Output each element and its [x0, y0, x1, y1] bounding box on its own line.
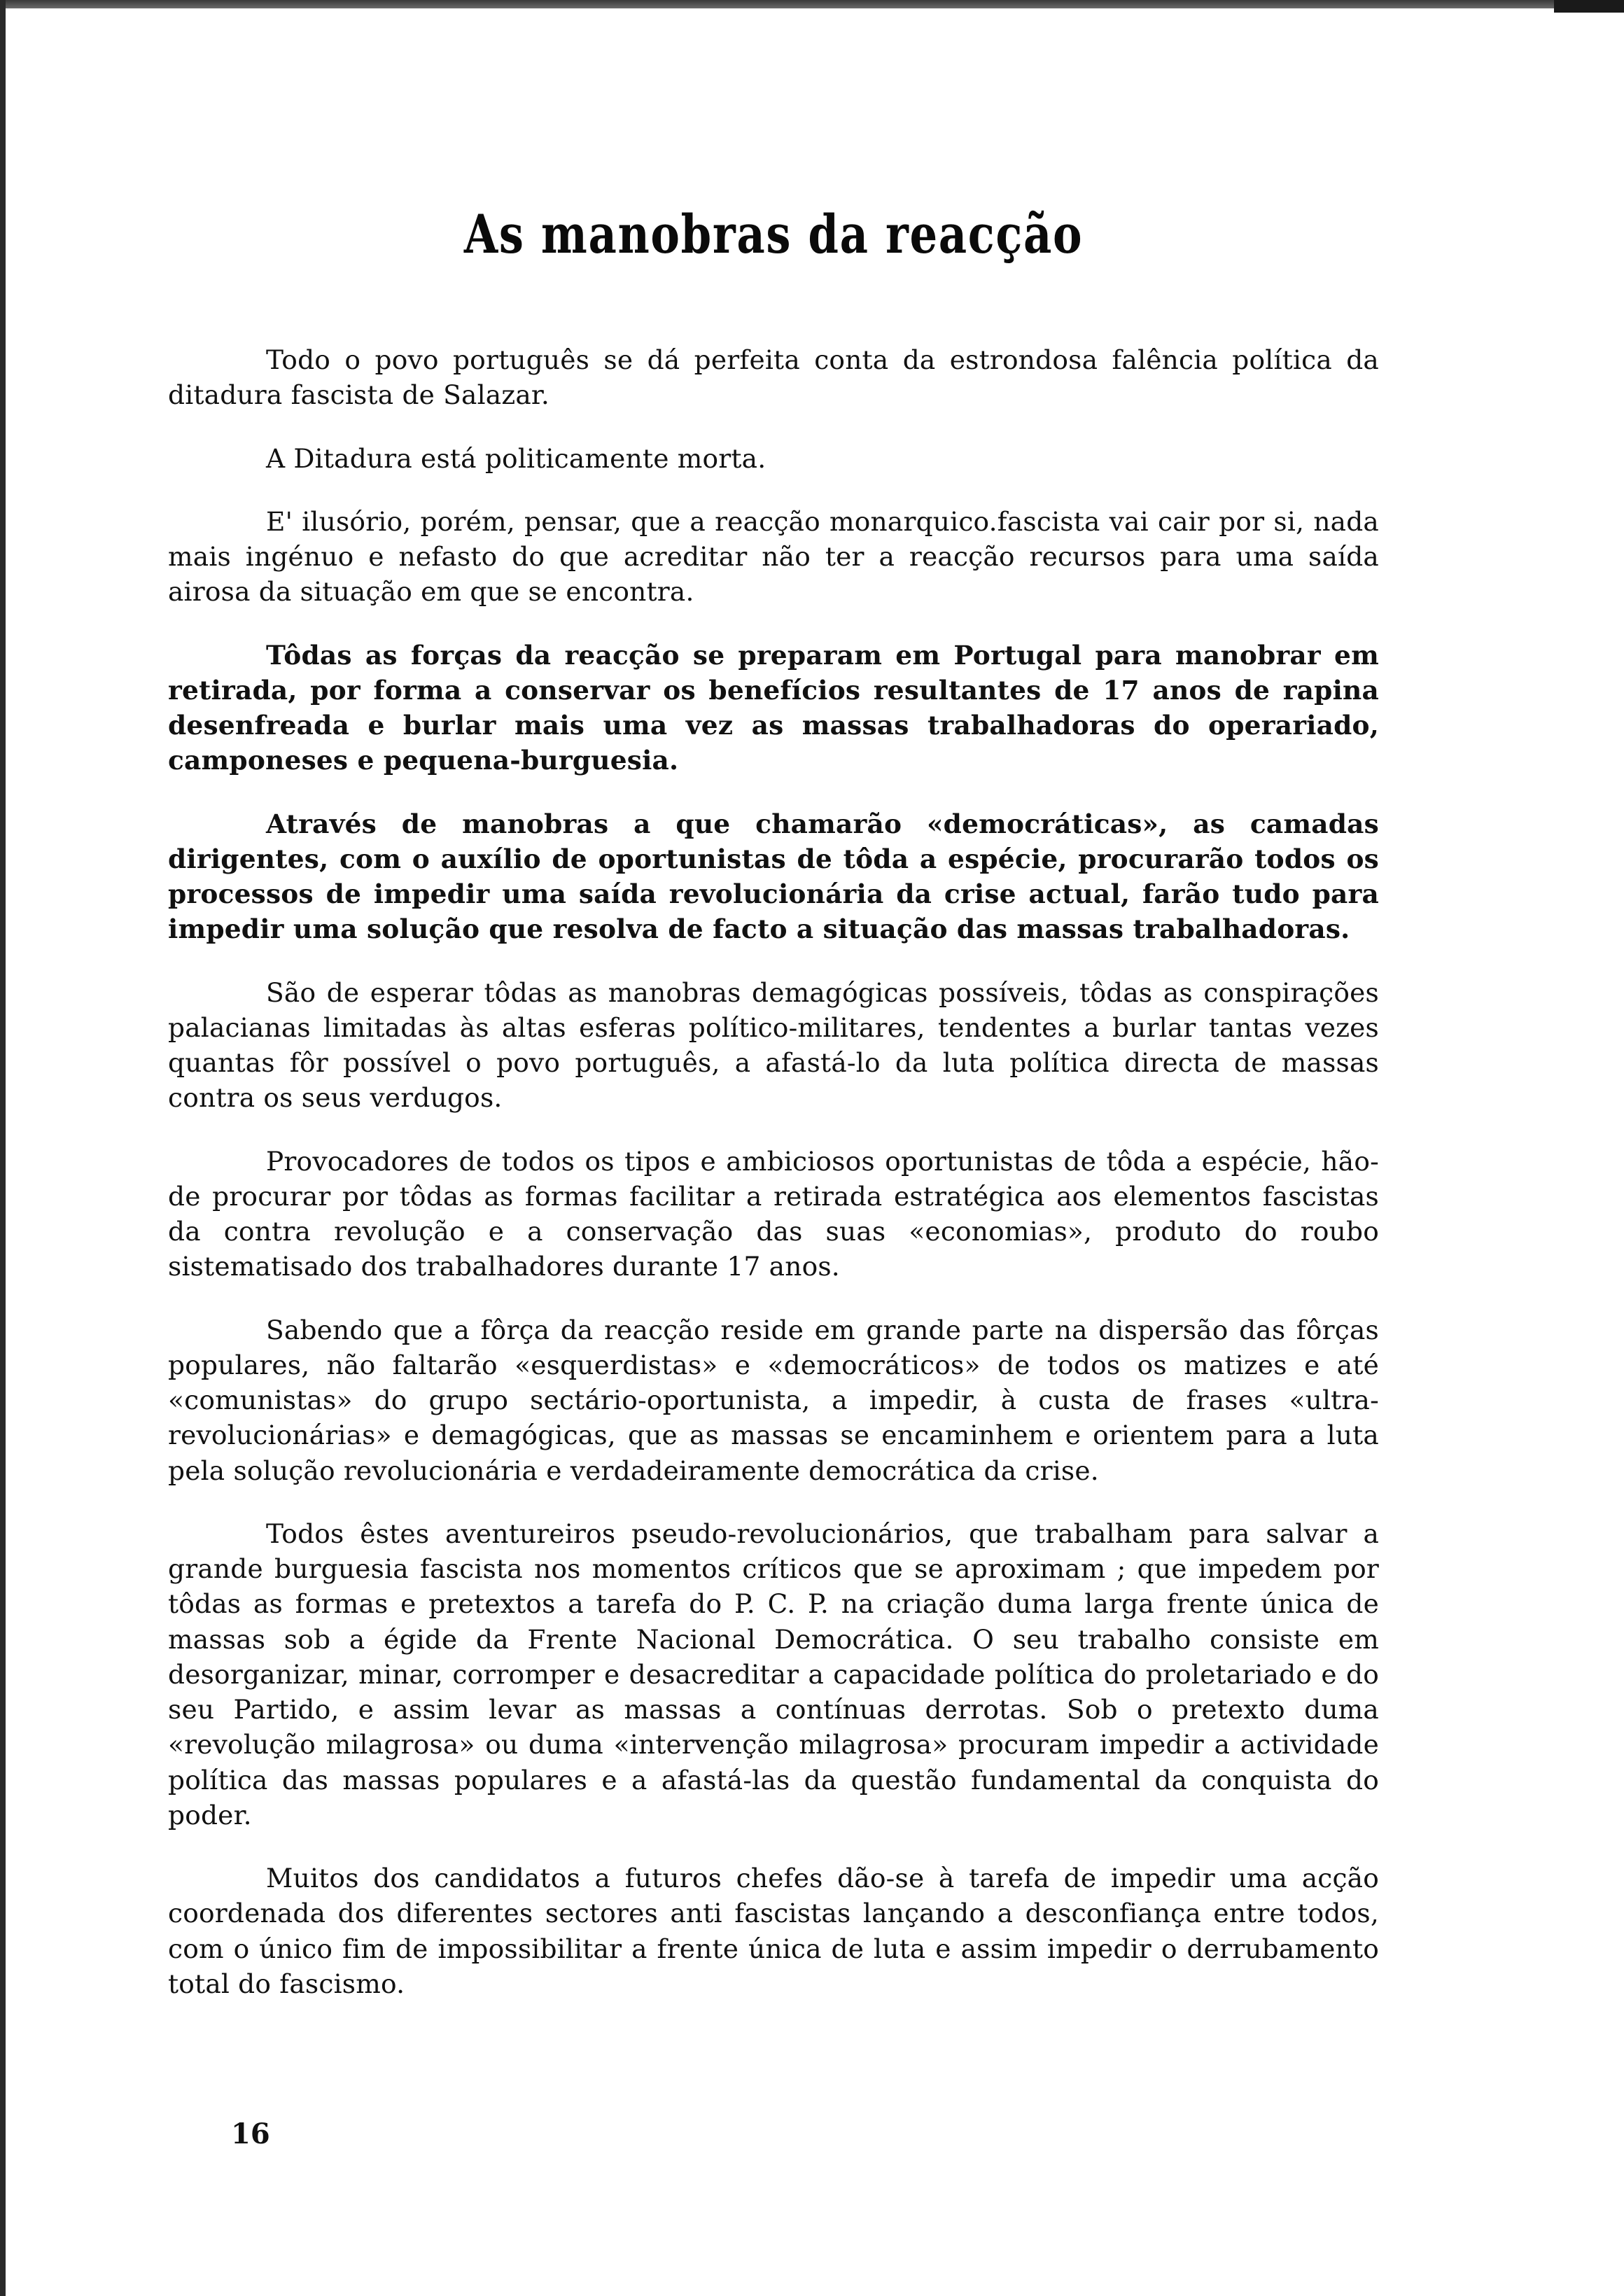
paragraph-4: Tôdas as forças da reacção se preparam em Portugal para manobrar em retirada, por forma a conservar os benefícios resultantes de 17 anos de rapina desenfreada e burlar mais uma vez as massas trabalhadoras do operariado, camponeses e pequena-burguesia. — [168, 639, 1379, 776]
paragraph-9: Todos êstes aventureiros pseudo-revolucionários, que trabalham para salvar a grande burguesia fascista nos momentos críticos que se aproximam ; que impedem por tôdas as formas e pretextos a tarefa do P. C. P. na criação duma larga frente única de massas sob a égide da Frente Nacional Democrática. O seu trabalho consiste em desorganizar, minar, corromper e desacreditar a capacidade política do proletariado e do seu Partido, e assim levar as massas a contínuas derrotas. Sob o pretexto duma «revolução milagrosa» ou duma «intervenção milagrosa» procuram impedir a actividade política das massas populares e a afastá-las da questão fundamental da conquista do poder. — [168, 1518, 1379, 1830]
scan-corner-mark — [1554, 0, 1624, 13]
page-number: 16 — [231, 2118, 270, 2150]
paragraph-10: Muitos dos candidatos a futuros chefes dão-se à tarefa de impedir uma acção coordenada dos diferentes sectores anti fascistas lançando a desconfiança entre todos, com o único fim de impossibilitar a frente única de luta e assim impedir o derrubamento total do fascismo. — [168, 1863, 1379, 1999]
paragraph-2: A Ditadura está politicamente morta. — [266, 442, 766, 474]
paragraph-7: Provocadores de todos os tipos e ambiciosos oportunistas de tôda a espécie, hão-de procurar por tôdas as formas facilitar a retirada estratégica aos elementos fascistas da contra revolução e a conservação das suas «economias», produto do roubo sistematisado dos trabalhadores durante 17 anos. — [168, 1145, 1379, 1282]
page-title: As manobras da reacção — [463, 203, 1084, 265]
paragraph-3: E' ilusório, porém, pensar, que a reacção monarquico.fascista vai cair por si, nada mais ingénuo e nefasto do que acreditar não ter a reacção recursos para uma saída airosa da situação em que se encontra. — [168, 505, 1379, 608]
paragraph-1: Todo o povo português se dá perfeita conta da estrondosa falência política da ditadura fascista de Salazar. — [168, 344, 1379, 411]
document-page — [168, 203, 1379, 2233]
paragraph-6: São de esperar tôdas as manobras demagógicas possíveis, tôdas as conspirações palacianas limitadas às altas esferas político-militares, tendentes a burlar tantas vezes quantas fôr possível o povo português, a afastá-lo da luta política directa de massas contra os seus verdugos. — [168, 976, 1379, 1114]
paragraph-5: Através de manobras a que chamarão «democráticas», as camadas dirigentes, com o auxílio de oportunistas de tôda a espécie, procurarão todos os processos de impedir uma saída revolucionária da crise actual, farão tudo para impedir uma solução que resolva de facto a situação das massas trabalhadoras. — [168, 808, 1379, 945]
paragraph-8: Sabendo que a fôrça da reacção reside em grande parte na dispersão das fôrças populares, não faltarão «esquerdistas» e «democráticos» de todos os matizes e até «comunistas» do grupo sectário-oportunista, a impedir, à custa de frases «ultra-revolucionárias» e demagógicas, que as massas se encaminhem e orientem para a luta pela solução revolucionária e verdadeiramente democrática da crise. — [168, 1314, 1379, 1486]
scan-left-edge — [0, 0, 6, 2296]
scan-top-edge — [0, 0, 1624, 8]
